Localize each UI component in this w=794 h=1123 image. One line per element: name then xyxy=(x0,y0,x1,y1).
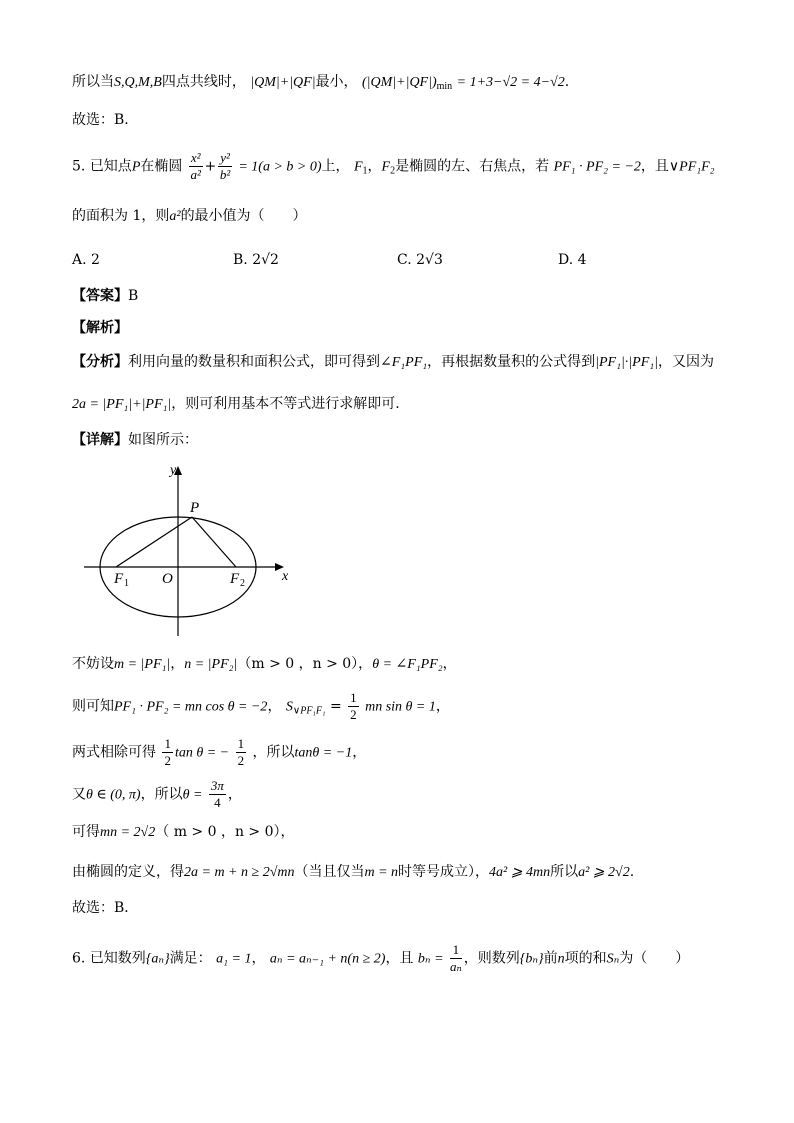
text: 的面积为 1，则 xyxy=(72,208,170,224)
text: ， xyxy=(267,698,282,715)
math-mn: mn = 2√2 xyxy=(100,825,156,840)
prev-solution-line xyxy=(72,72,569,97)
text: 已知数列 xyxy=(89,950,146,967)
math-n-def: n = |PF₂| xyxy=(184,657,238,672)
text: 四点共线时， xyxy=(161,74,246,90)
text: ，再根据数量积的公式得到 xyxy=(427,354,596,370)
text: ，所以 xyxy=(140,786,183,803)
math-f2: F xyxy=(381,159,391,175)
label-f1: F xyxy=(114,571,124,587)
math-m-eq-n: m = n xyxy=(364,865,399,880)
ellipse-y-term: $\frac{\text{y²}}{\text{b²}}$ xyxy=(219,150,231,182)
math-area: S xyxy=(285,699,293,715)
math-min-value: = 1+3−√2 = 4−√2 xyxy=(456,75,565,90)
fraction-1-an: $\frac{1}{\text{aₙ}}$ xyxy=(449,942,462,974)
text: 时等号成立）， xyxy=(398,864,490,880)
math-m-def: m = |PF₁| xyxy=(114,657,171,672)
math-a2-result: a² ⩾ 2√2 xyxy=(578,865,630,880)
label-f2-sub: 2 xyxy=(240,578,245,589)
text: ，所以 xyxy=(252,744,295,761)
text: 是椭圆的左、右焦点，若 xyxy=(395,158,550,175)
text: 前 xyxy=(543,950,558,967)
text: 由椭圆的定义，得 xyxy=(72,864,184,880)
q5-stem-line2 xyxy=(72,206,307,227)
math-triangle: ∨PF₁F₂ xyxy=(668,159,715,175)
math-a1: a₁ = 1 xyxy=(216,951,252,967)
math-area-eq: mn sin θ = 1 xyxy=(365,699,436,715)
label-x: x xyxy=(282,569,289,584)
text: 则可知 xyxy=(72,698,114,715)
math-sum-eq: 2a = |PF₁|+|PF₁| xyxy=(72,397,172,412)
text: 不妨设 xyxy=(72,656,114,672)
prev-choice: 故选：B. xyxy=(72,112,129,128)
math-abs-product: |PF₁|·|PF₁| xyxy=(595,355,658,370)
step-6 xyxy=(72,862,634,883)
detail-tag: 【详解】 xyxy=(72,432,128,448)
segment-pf2 xyxy=(192,517,236,567)
text: 可得 xyxy=(72,824,100,840)
math-4a2: 4a² ⩾ 4mn xyxy=(489,865,551,880)
text: . xyxy=(564,74,570,90)
math-dot-eq: PF₁ · PF₂ = mn cos θ = −2 xyxy=(114,699,268,715)
text: 所以 xyxy=(550,864,579,880)
math-points: S,Q,M,B xyxy=(114,75,162,90)
math-tan: tan θ = − xyxy=(174,745,230,761)
math-bn: bₙ = xyxy=(417,951,444,967)
analysis-tag: 【解析】 xyxy=(72,320,128,336)
math-dot-product: PF₁ · PF₂ = −2 xyxy=(553,159,641,175)
text: ，则可利用基本不等式进行求解即可. xyxy=(171,396,400,412)
analysis-line xyxy=(72,318,128,338)
label-y: y xyxy=(170,463,177,478)
segment-pf1 xyxy=(116,517,192,567)
option-b: B. 2√2 xyxy=(233,252,279,268)
ellipse-figure xyxy=(84,462,304,642)
math-subscript: min xyxy=(436,81,453,92)
text: ， xyxy=(352,744,367,761)
math-seq-a: {aₙ} xyxy=(145,951,170,967)
math-tan-result: tanθ = −1 xyxy=(294,745,353,761)
question-number: 6. xyxy=(72,950,86,967)
text: = xyxy=(329,698,342,715)
text: 已知点 xyxy=(89,158,132,175)
label-o: O xyxy=(162,571,173,587)
math-theta: θ = xyxy=(182,787,203,803)
text: ，则数列 xyxy=(463,950,520,967)
text: 最小， xyxy=(315,74,358,90)
answer-value: B xyxy=(128,288,139,304)
math-theta-def: θ = ∠F₁PF₂ xyxy=(372,657,443,672)
fraction-3pi-4: $\frac{3\pi}{4}$ xyxy=(210,778,224,810)
answer-tag: 【答案】 xyxy=(72,288,128,304)
text: 又 xyxy=(72,786,86,803)
step-2 xyxy=(72,690,450,728)
text: ，且 xyxy=(640,158,669,175)
text: 所以当 xyxy=(72,74,114,90)
math-seq-b: {bₙ} xyxy=(519,951,544,967)
text: （m > 0 ，n > 0）， xyxy=(237,656,373,672)
option-a: A. 2 xyxy=(72,252,100,268)
fenxi-line1 xyxy=(72,352,714,373)
option-d: D. 4 xyxy=(558,252,587,268)
step-7: 故选：B． xyxy=(72,900,139,916)
text: 如图所示： xyxy=(128,432,198,448)
label-p: P xyxy=(190,500,200,516)
label-f1-sub: 1 xyxy=(124,578,129,589)
step-1: 不妨设m = |PF₁|，n = |PF₂|（m > 0 ，n > 0），θ = ∠F₁PF₂， xyxy=(72,656,457,672)
text: 两式相除可得 xyxy=(72,744,156,761)
math-subscript: 2 xyxy=(390,165,396,177)
math-f1: F xyxy=(353,159,363,175)
text: 上， xyxy=(321,158,350,175)
math-ellipse-eq: = 1(a > b > 0) xyxy=(238,159,322,175)
detail-line xyxy=(72,430,198,450)
math-angle: ∠F₁PF₁ xyxy=(380,355,428,370)
text: ， xyxy=(251,950,266,967)
option-c: C. 2√3 xyxy=(397,252,443,268)
text: ， xyxy=(442,656,457,672)
text: （当且仅当 xyxy=(294,864,365,880)
math-var: P xyxy=(131,159,141,175)
q6-stem xyxy=(72,942,689,976)
math-subscript: 1 xyxy=(362,165,368,177)
text: 的最小值为（ ） xyxy=(180,208,307,224)
fraction-half: $\frac{1}{2}$ xyxy=(350,690,357,722)
text: 为（ ） xyxy=(619,950,690,967)
math-n: n xyxy=(557,951,565,967)
text: ，又因为 xyxy=(657,354,714,370)
text: . xyxy=(629,864,635,880)
label-f2: F xyxy=(230,571,240,587)
fenxi-line2 xyxy=(72,394,400,415)
answer-line xyxy=(72,286,138,306)
math-theta-range: θ ∈ (0, π) xyxy=(86,787,141,803)
math-recurrence: aₙ = aₙ₋₁ + n(n ≥ 2) xyxy=(269,951,386,967)
question-number: 5. xyxy=(72,158,86,175)
text: ，且 xyxy=(385,950,414,967)
text: 在椭圆 xyxy=(140,158,183,175)
math-min-expr: (|QM|+|QF|) xyxy=(362,75,437,90)
q5-stem-line1: 5. 已知点P在椭圆 $\frac{\text{x²}}{\text{a²}}$ + $\frac{\text{y²}}{\text{b²}}$ = 1(a > b > 0)上， $F_1$，$F_2$是椭圆的左、右焦点，若 PF₁ · PF₂ = −2，且∨PF₁F₂ xyxy=(72,150,715,182)
text: 利用向量的数量积和面积公式，即可得到 xyxy=(128,354,380,370)
ellipse-x-term: $\frac{\text{x²}}{\text{a²}}$ xyxy=(190,150,201,182)
math-sum: |QM|+|QF| xyxy=(250,75,316,90)
fenxi-tag: 【分析】 xyxy=(72,354,128,370)
text: ， xyxy=(435,698,450,715)
text: 满足： xyxy=(169,950,212,967)
text: （ m > 0 ，n > 0）， xyxy=(155,824,295,840)
step-5 xyxy=(72,822,295,843)
fraction-half: $\frac{1}{2}$ xyxy=(164,736,171,768)
fraction-half: $\frac{1}{2}$ xyxy=(237,736,245,768)
step-3 xyxy=(72,736,366,770)
math-sn: Sₙ xyxy=(606,951,620,967)
text: ， xyxy=(227,786,242,803)
math-ineq: 2a = m + n ≥ 2√mn xyxy=(184,865,295,880)
text: 项的和 xyxy=(564,950,607,967)
math-a-squared: a² xyxy=(169,209,181,224)
step-4 xyxy=(72,778,242,812)
math-subscript: ∨PF₁F₁ xyxy=(292,705,326,717)
